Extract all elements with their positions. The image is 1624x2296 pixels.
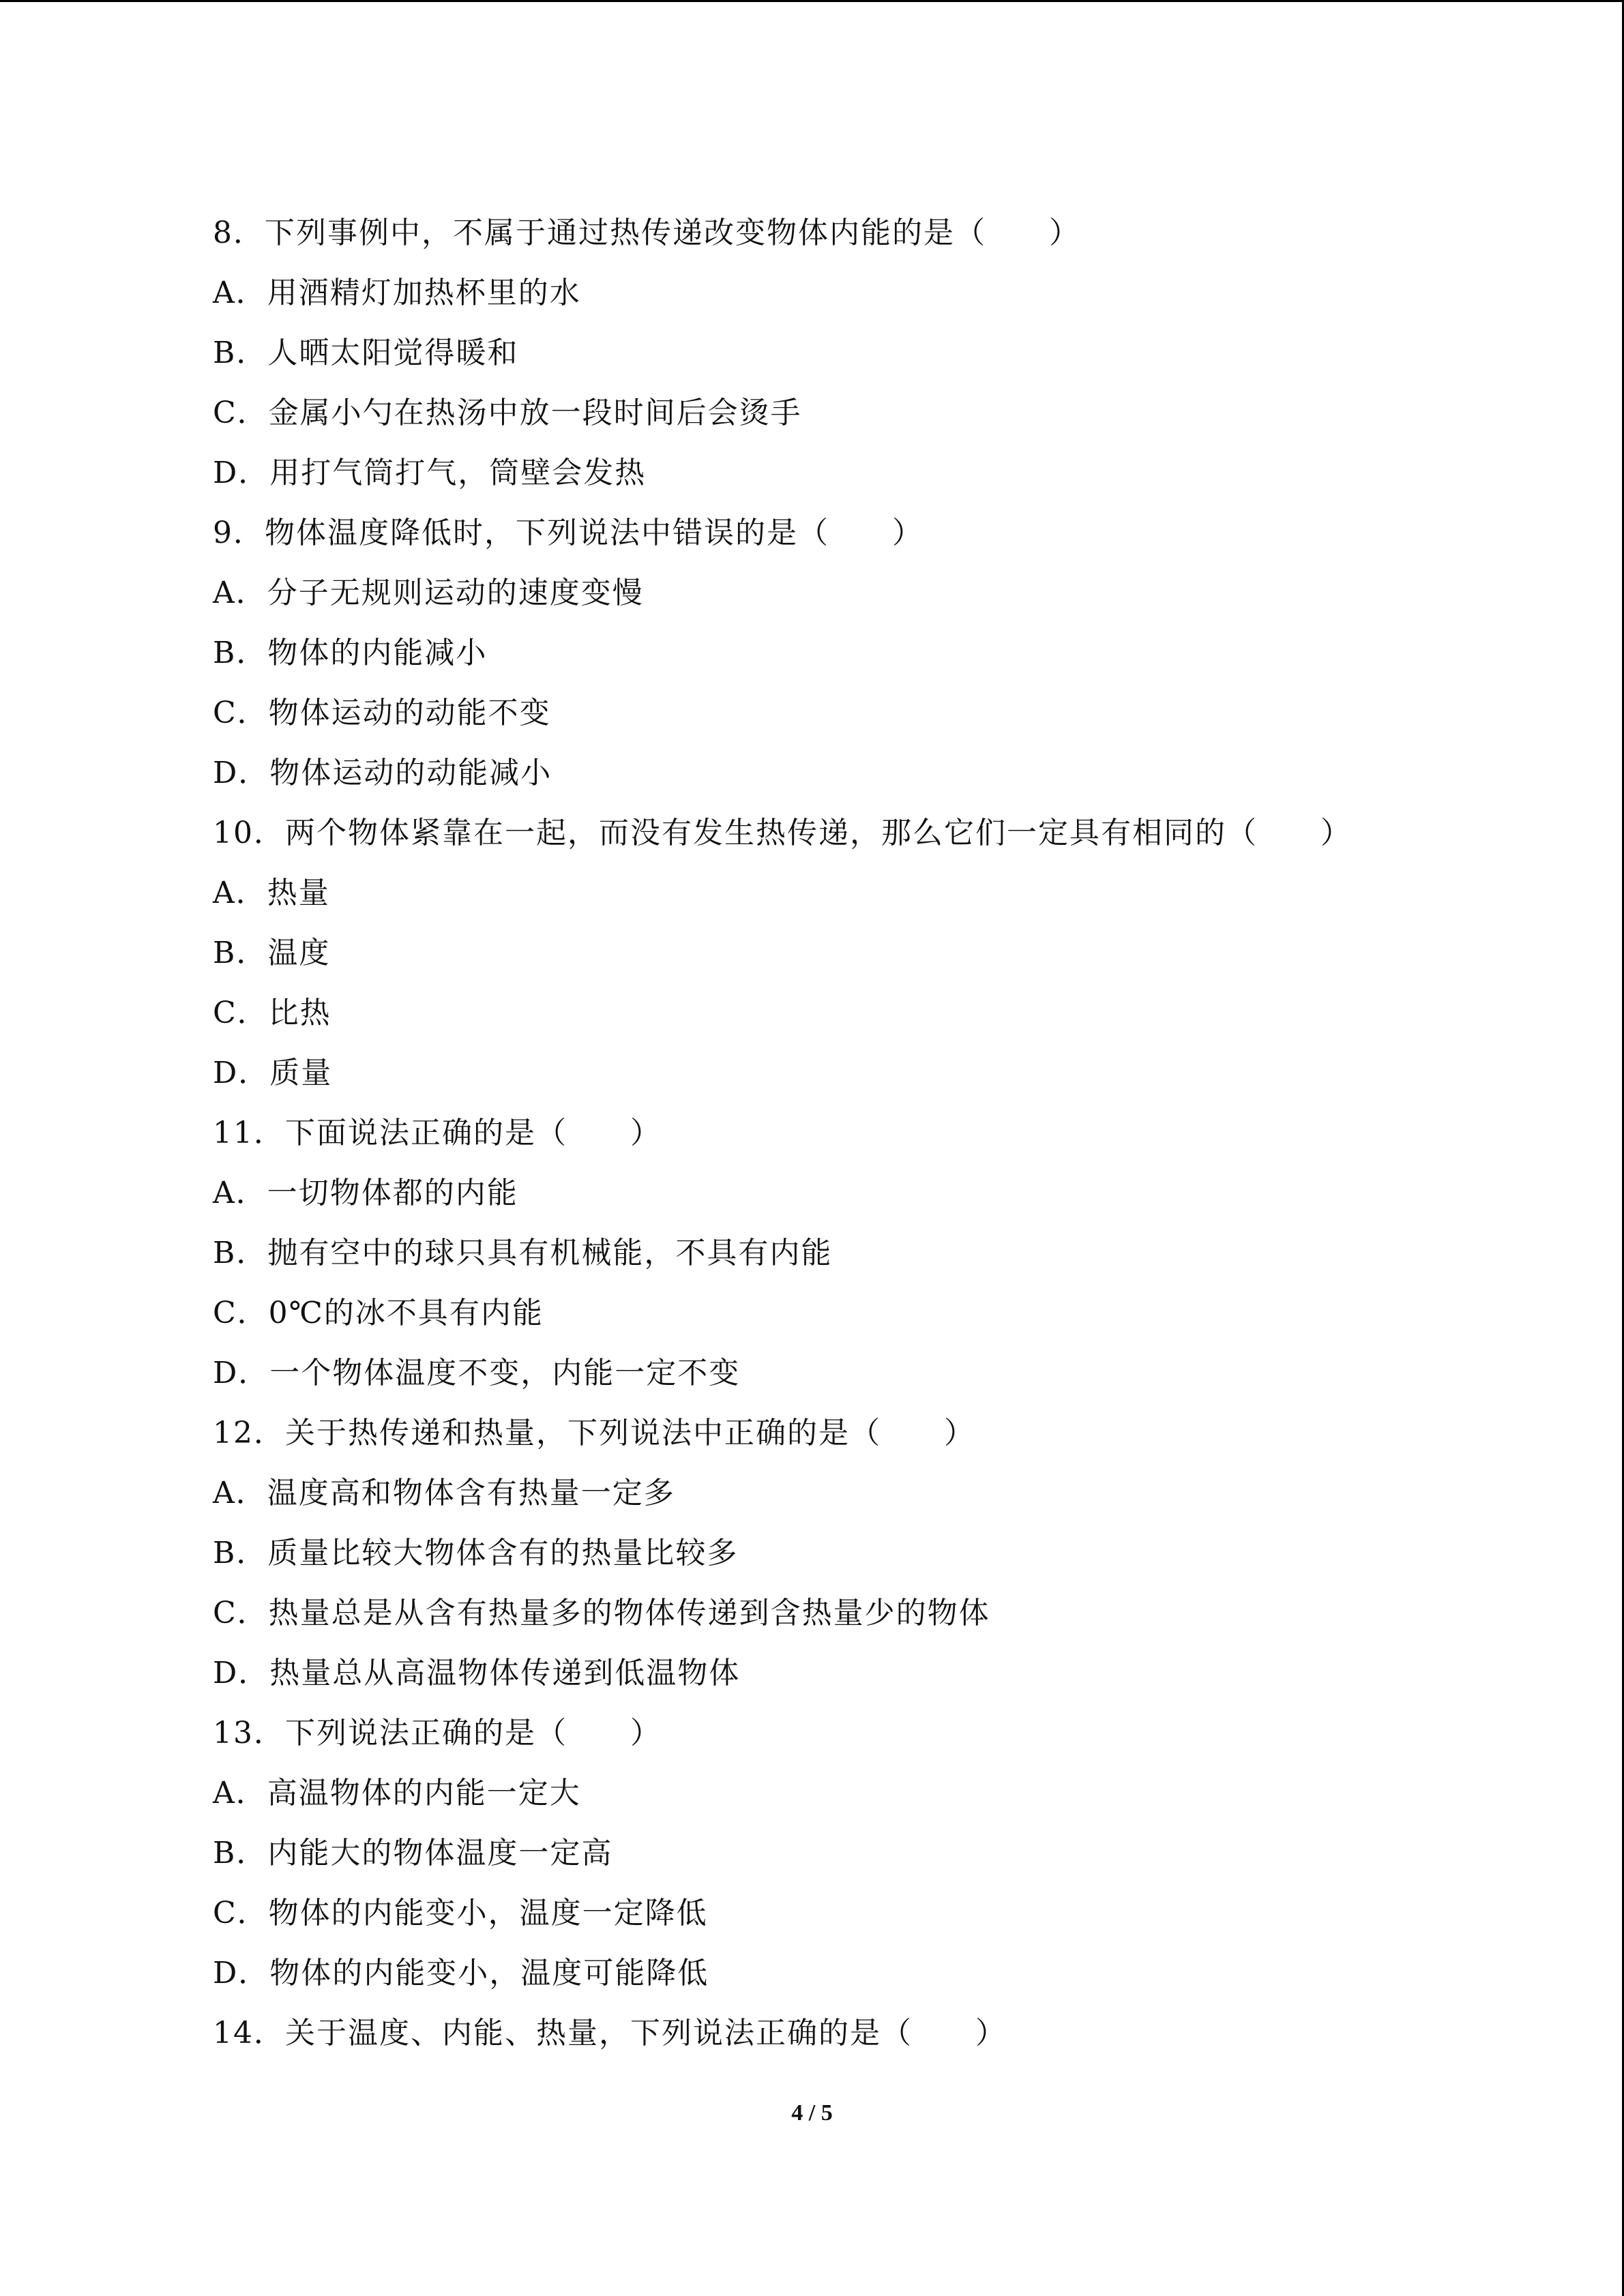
page-border-top [0,0,1624,2]
question-9 [213,503,1509,803]
option-d: D．一个物体温度不变，内能一定不变 [213,1356,741,1390]
page-number: 4 / 5 [791,2100,833,2126]
option-b: B．内能大的物体温度一定高 [213,1836,613,1870]
option-c: C．比热 [213,996,331,1030]
option-b: B．温度 [213,936,331,970]
option-a: A．热量 [213,876,330,910]
option-a: A．高温物体的内能一定大 [213,1776,581,1810]
option-a: A．温度高和物体含有热量一定多 [213,1476,675,1510]
question-stem: 8．下列事例中，不属于通过热传递改变物体内能的是（ ） [213,215,1080,250]
question-stem: 12．关于热传递和热量，下列说法中正确的是（ ） [213,1416,975,1450]
question-11 [213,1103,1509,1403]
question-stem: 9．物体温度降低时，下列说法中错误的是（ ） [213,516,924,550]
option-b: B．物体的内能减小 [213,636,488,670]
option-c: C．物体运动的动能不变 [213,696,551,730]
question-10 [213,803,1509,1103]
option-b: B．质量比较大物体含有的热量比较多 [213,1536,739,1570]
question-stem: 11．下面说法正确的是（ ） [213,1116,662,1150]
question-stem: 14．关于温度、内能、热量，下列说法正确的是（ ） [213,2016,1007,2051]
option-b: B．抛有空中的球只具有机械能，不具有内能 [213,1236,833,1270]
question-stem: 13．下列说法正确的是（ ） [213,1716,662,1750]
option-d: D．用打气筒打气，筒壁会发热 [213,456,647,490]
question-12 [213,1403,1509,1703]
option-d: D．物体的内能变小，温度可能降低 [213,1956,709,1991]
option-b: B．人晒太阳觉得暖和 [213,336,519,370]
option-c: C．0℃的冰不具有内能 [213,1296,544,1330]
option-a: A．一切物体都的内能 [213,1176,518,1210]
option-d: D．物体运动的动能减小 [213,756,552,790]
option-d: D．热量总从高温物体传递到低温物体 [213,1656,741,1690]
question-13 [213,1703,1509,2003]
option-c: C．物体的内能变小，温度一定降低 [213,1896,708,1930]
question-list [213,203,1509,2063]
question-8 [213,203,1509,503]
option-a: A．用酒精灯加热杯里的水 [213,275,581,310]
option-c: C．金属小勺在热汤中放一段时间后会烫手 [213,396,802,430]
question-14 [213,2003,1509,2063]
option-d: D．质量 [213,1056,333,1090]
option-a: A．分子无规则运动的速度变慢 [213,576,644,610]
option-c: C．热量总是从含有热量多的物体传递到含热量少的物体 [213,1596,990,1630]
question-stem: 10．两个物体紧靠在一起，而没有发生热传递，那么它们一定具有相同的（ ） [213,816,1352,850]
